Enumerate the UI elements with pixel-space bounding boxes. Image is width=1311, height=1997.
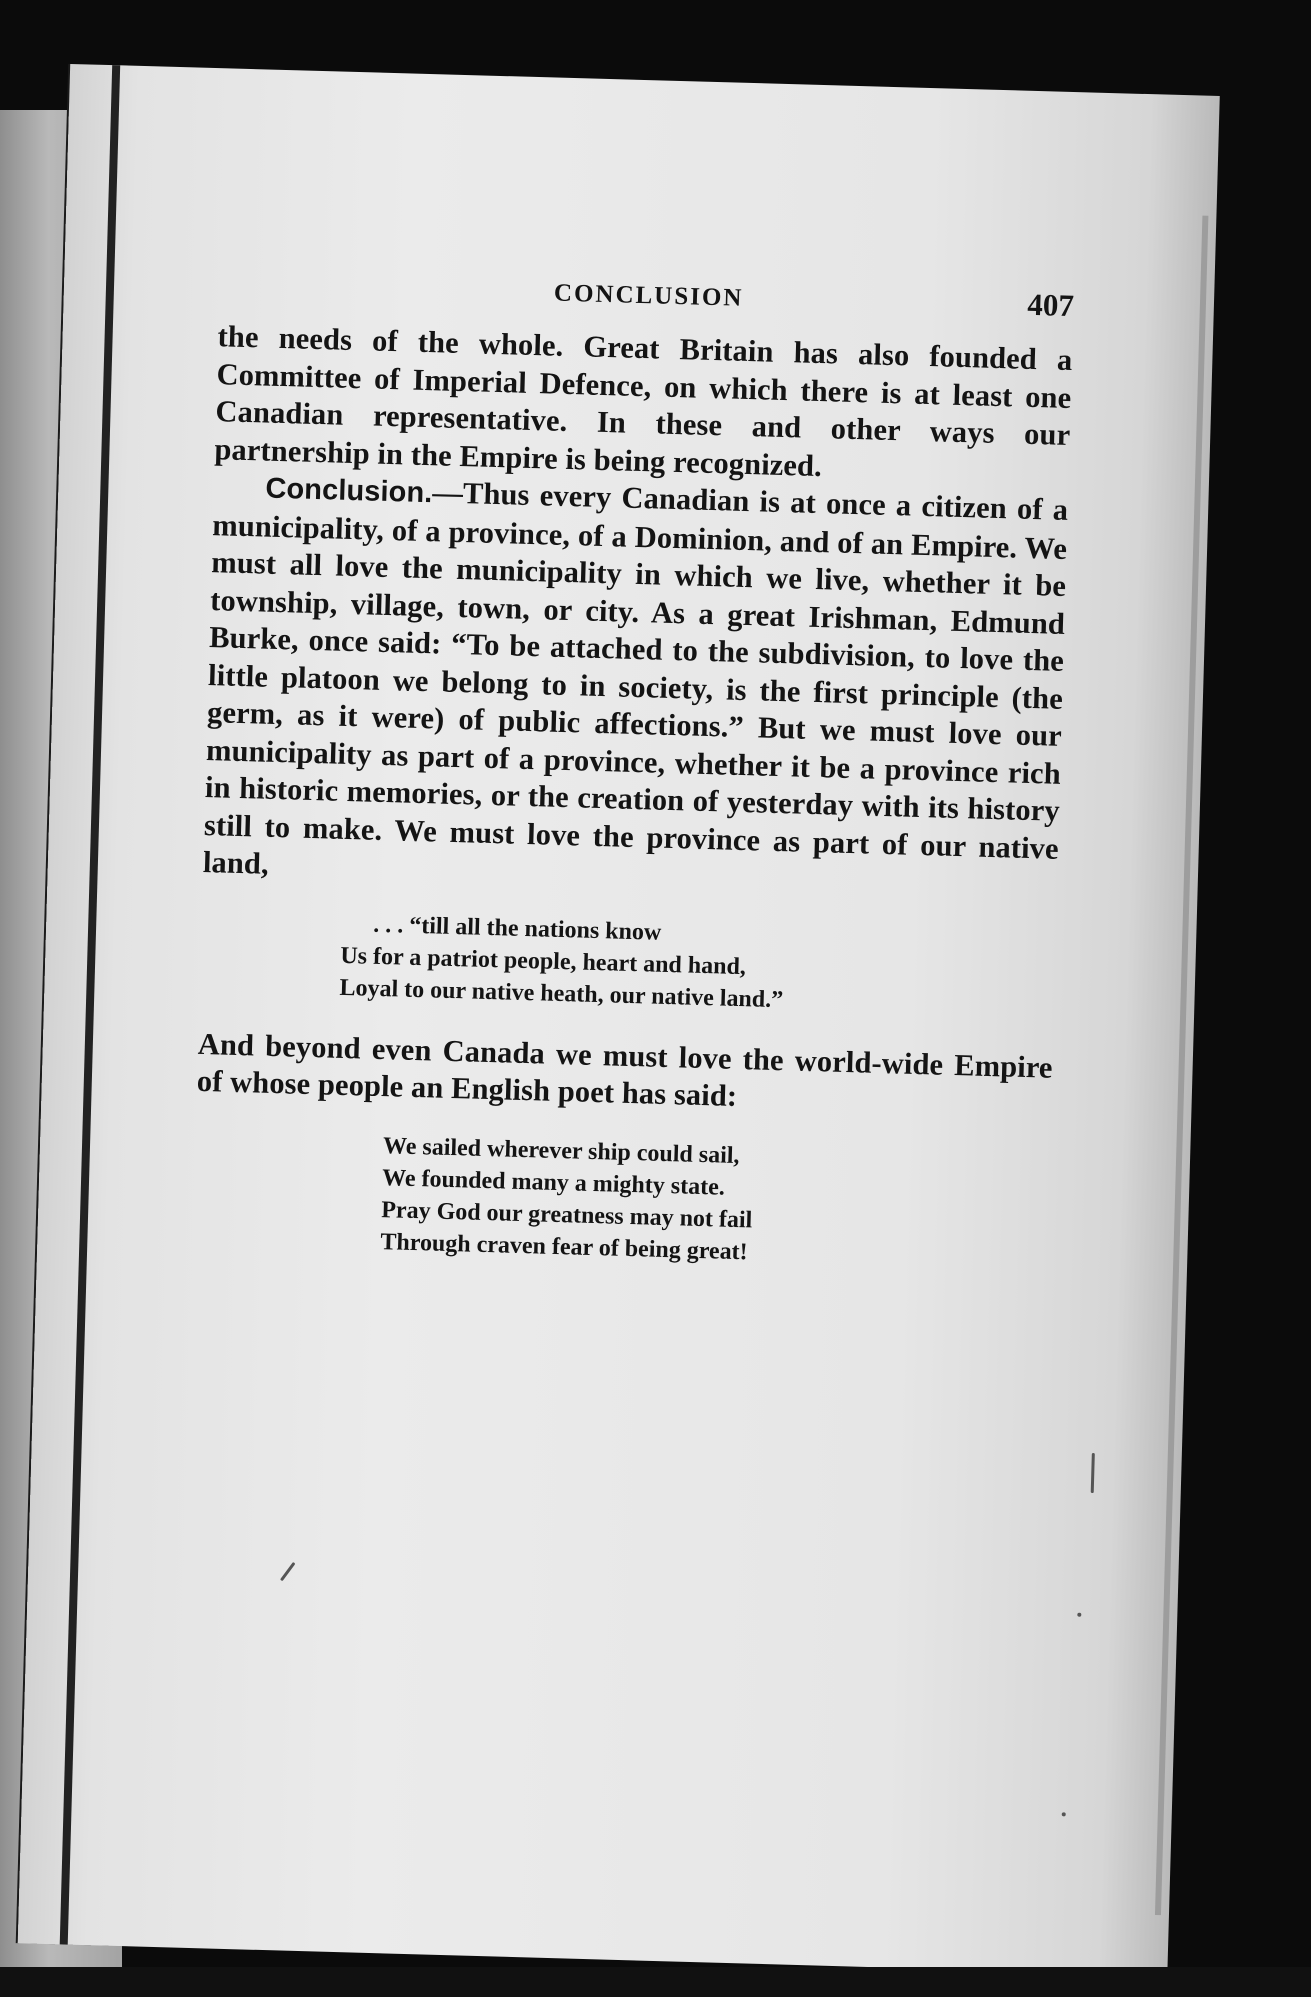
paper-speck xyxy=(1062,1812,1066,1816)
verse-line: We founded many a mighty state. xyxy=(381,1164,726,1201)
verse-quotation-2 xyxy=(192,1124,1050,1276)
book-page xyxy=(18,64,1220,1975)
verse-line: We sailed wherever ship could sail, xyxy=(382,1132,740,1169)
verse-line: . . . “till all the nations know xyxy=(372,911,662,946)
paragraph-2 xyxy=(202,468,1068,905)
paper-speck xyxy=(1091,1453,1095,1493)
page-gutter-shadow xyxy=(60,65,120,1944)
running-head: CONCLUSION xyxy=(553,279,744,312)
page-content xyxy=(191,258,1074,1302)
paper-speck xyxy=(1077,1613,1081,1617)
verse-line: Pray God our greatness may not fail xyxy=(380,1196,753,1233)
page-number: 407 xyxy=(1026,286,1075,324)
paragraph-1: the needs of the whole. Great Britain has also founded a Committee of Imperial Defence, on which there is at least one Canadian representative. In these and other ways our partnership in the Empire is being recognized. xyxy=(214,319,1073,483)
verse-line: Through craven fear of being great! xyxy=(380,1228,748,1265)
paragraph-3: And beyond even Canada we must love the world-wide Empire of whose people an English poet has said: xyxy=(196,1026,1054,1113)
verse-line: Loyal to our native heath, our native land.” xyxy=(339,974,784,1013)
scan-bottom-edge xyxy=(0,1967,1311,1997)
paper-speck xyxy=(280,1562,296,1581)
verse-quotation-1 xyxy=(199,903,1056,1023)
page-fore-edge xyxy=(1155,216,1208,1916)
paragraph-2-text: —Thus every Canadian is at once a citizen of a municipality, of a province, of a Dominion, and of an Empire. We must all love the municipality in which we live, whether it be township, village, town, or city. As a great Irishman, Edmund Burke, once said: “To be attached to the subdivision, to love the little platoon we belong to in society, is the first principle (the germ, as it were) of public affections.” But we must love our municipality as part of a province, whether it be a province rich in historic memories, or the creation of yesterday with its history still to make. We must love the province as part of our native land, xyxy=(202,475,1069,881)
section-run-in-heading: Conclusion. xyxy=(264,472,433,510)
verse-line: Us for a patriot people, heart and hand, xyxy=(340,942,747,980)
